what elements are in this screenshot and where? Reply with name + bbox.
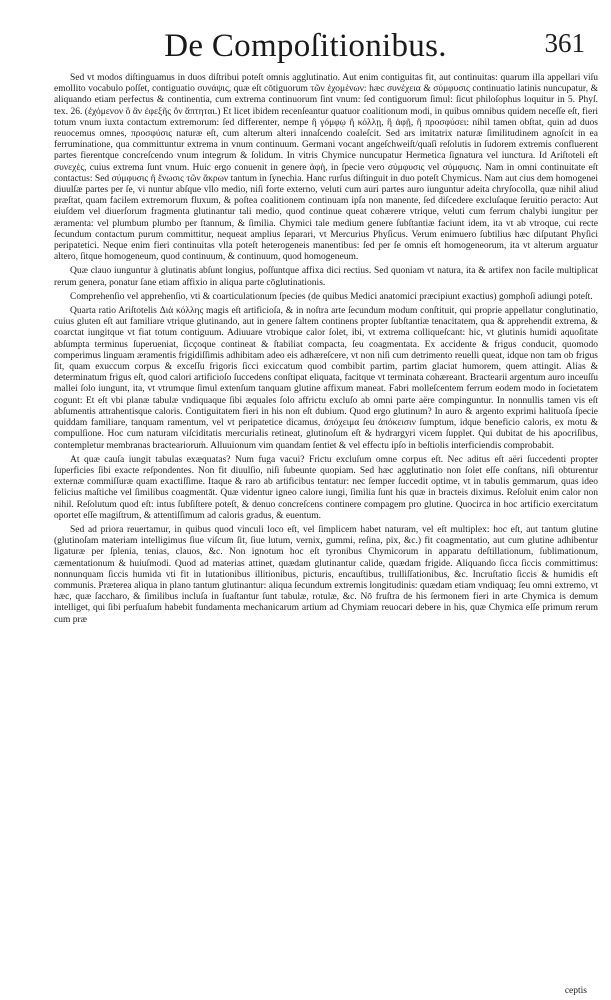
paragraph: Sed ad priora reuertamur, in quibus quod vinculi loco eſt, vel ſimplicem habet naturam, vel eſt multiplex: hoc eſt, aut tantum glutine (glutinoſam materiam intelligimus ſiue viſcum ſit, ſiue lutum, vernix, gummi, reſina, pix, &c.) fit coagmentatio, aut cum glutine adhibentur ligaturæ per ſplenia, tenias, clauos, &c. Non ignotum hoc eſt tyronibus Chymicorum in apparatu deſtillationum, ſublimationum, cæmentationum & huiuſmodi. Quod ad materias attinet, quædam glutinantur calide, quædam frigide. Aliquando ſicca ſiccis committimus: nonnunquam ſiccis humida vti fit in lutationibus illitionibus, picturis, encauſtibus, trulliſſationibus, &c. Incruſtatio ſiccis & humidis eſt communis. Præterea aliqua in plano tantum glutinantur: aliqua ſecundum extremis longitudinis: quædam etiam vndiquaq; ſeu omni extremo, vt hæc, quæ ſaccharo, & ſimilibus incluſa in ſuaſtantur ſunt tabulæ, rotulæ, &c. Nō fruſtra de his ſermonem fieri in arte Chymica is demum intelliget, qui ſibi perſuaſum habebit fundamenta mechanicarum artium ad Chymiam reuocari debere in his, quæ Chymica eſſe primum rerum cum præ xyxy=(54,524,598,625)
paragraph: Comprehenſio vel apprehenſio, vti & coarticulationum ſpecies (de quibus Medici anatomici præcipiunt exactius) gomphoſi adiungi poteſt. xyxy=(70,291,593,302)
paragraph: At quæ cauſa iungit tabulas exæquatas? Num fuga vacui? Frictu excluſum omne corpus eſt. Nec aditus eſt aëri ſuccedenti propter ſuperficies ſibi exacte reſpondentes. Non fit diuulſio, niſi ſubeunte quopiam. Sed hæc agglutinatio non ſolet eſſe conſtans, niſi obturentur externæ commiſſuræ quam exactiſſime. Itaque & raro ab artificibus tentatur: nec ſemper ſuccedit optime, vt in tabulis gemmarum, quas ideo felicius maſtiche vel ſimilibus coagmentāt. Quæ videntur igneo calore iungi, ſimilia ſunt his quæ in bracteis diximus. Reſoluit enim calor non nihil. Reſolutum quod eſt: intus ſubſiſtere poteſt, & denuo concreſcens continere compagem pro glutine. Quocirca in hoc artificio exercitatum oportet eſſe magiſtrum, & attentiſſimum ad caloris gradus, & euentum. xyxy=(54,454,598,521)
page-number: 361 xyxy=(544,28,585,58)
paragraph: Quarta ratio Ariſtotelis Διὰ κόλλης magis eſt artificioſa, & in noſtra arte ſecundum modum conſtituit, qui proprie appellatur conglutinatio, cuius gluten eſt aut familiare vtrique glutinando, aut in genere ſaltem continens propter ſubſtantiæ tenacitatem, qua & apprehendit extrema, & coarctat iungitque vt fiat totum contiguum. Adiuuare vtrobique calor ſolet, ibi, vt extrema colliqueſcant: hic, vt glutinis humidi aquoſitate abſumpta terminus ſuperueniat, ſicçoque contineat & ſtabiliat compacta, ſeu coagmentata. Ex accidente & frigus conducit, quomodo comperimus linguam æramentis frigidiſſimis adhibitam adeo eis adhæreſcere, vt non niſi cum detrimento reuelli queat, idque non tam ob frigus ſit, quam exuccum corpus & exceſſu frigoris ſicci exiccatum quod combibit partim, partim glaciat humorem, quem attingit. Alias & determinatum frigus eſt, quod calori artificioſo ſuccedens conſtipat eliquata, facitque vt terminata cohæreant. Bractearii argentum auro inceuſſu mallei ſolo iungunt, ita, vt vtrumque ſimul extenſum tanquam glutine affixum maneat. Fabri molleſcentem ferrum eodem modo in ſocietatem cogunt: Et eſt vbi planæ tabulæ vndiquaque ſibi æquales ſolo affrictu excluſo ab omni parte aëre compinguntur. In nonnullis tamen vis eſt abſumentis attrahentisque caloris. Contiguitatem fieri in his non eſt dubium. Quod ergo glutinum? In auro & argento exprimi halituoſa ſpecie quiddam familiare, tanquam ramentum, vel vt peripatetice dicamus, ἀπόχειμα ſeu ἀπόκεισιν ſumptum, idque beneficio caloris, ex motu & compulſione. Hoc cum naturam viſciditatis mercurialis retineat, glutinoſum eſt & hydrargyri vicem ſupplet. Qui dubitat de his apocriſibus, contempletur membranas bractearioruṁ. Alluuionum vim quandam ſentiet & vel effectu ipſo in beſtiolis interficiendis comprobabit. xyxy=(54,306,598,451)
catchword: ceptis xyxy=(564,986,587,996)
paragraph: Quæ clauo iunguntur à glutinatis abſunt longius, poſſuntque affixa dici rectius. Sed quoniam vt natura, ita & artifex non facile multiplicat rerum genera, ponatur ſane etiam affixio in aliqua parte cōglutinationis. xyxy=(54,266,598,288)
paragraph: Sed vt modos diſtinguamus in duos diſtribui poteſt omnis agglutinatio. Aut enim contiguitas fit, aut continuitas: quarum illa appellari viſu emollito vocabulo poſſet, contiguatio συνάψις, quæ eſt cōtiguorum τῶν ἐχομένων: hæc συνέχεια & σύμφυσις continuatio latinis nuncupatur, & aliquando etiam perfectus & continentia, cum extrema continuorum ſint vnum: ſed contiguorum ſimul: ſicut philoſophus loquitur in 5. Phyſ. tex. 26. (ἐχόμενον ὃ ἂν ἐφεξῆς ὂν ἅπτηται.) Et licet ibidem recenſeantur quatuor coalitionum modi, in quibus omnibus quidem neceſſe eſt, fieri totum vnum iuxta contactum extremorum: ſed differenter, nempe ἢ γόμφῳ ἢ κόλλῃ, ἢ ἁφῇ, ἢ προσφύσει: nihil tamen obſtat, quin ad duos reuocemus omnes, προσφύσις naturæ eſt, cum alterum alteri innaſcendo coaleſcit. Sed ars imitatrix naturæ ſimilitudinem agnoſcit in ea ferruminatione, qua committuntur extrema in vnum continuum. Germani vocant angeſchweiſt/quaſi reſolutis in ſudorem extremis confluerent partes fierentque concreſcendo vnum integrum & ſolidum. In vitris Chymice nuncupatur Hermetica ſignatura vel iunctura. Id Ariſtoteli eſt συνεχὲς, cuius extrema ſunt vnum. Huic ergo conuenit in genere ἁφὴ, in ſpecie vero σύμφυσις vel σύμφυσις. Nam in omni continuitate eſt contactus: Sed σύμφυσις ἢ ἕνωσις τῶν ἄκρων tantum in ſynechia. Hanc rurſus diſtinguit in duo poteſt Chymicus. Nam aut cius dem homogenei diuulſæ partes per ſe, vi nuntur abſque vllo medio, niſi forte externo, veluti cum auri partes auro iunguntur adeita chryſocolla, quæ nihil aliud præſtat, quam facilem extremorum fluxum, & poſtea coalitionem continuam ipſa non manente, ſed diſcedere excluſaque ſeruitio peracto: Aut eiuſdem vel diuerſorum fragmenta glutinantur tali medio, quod continue queat cohærere vtrique, veluti cum ferrum chalybi iungitur per æramenta: vel plumbum plumbo per ſtannum, & ſimilia. Chymici tale medium genere ſubſtantiæ faciunt idem, ita vt ab vtroque, cui recte ſecundum contactum purum committitur, nequeat amplius ſeparari, vt Mercurius Phyſicus. Verum enimuero ſubtilius hæc diſputant Phyſici peripatetici. Neque enim fieri continuitas vlla poteſt heterogeneis manentibus: ſed per ſe omnis eſt homogeneorum, ita vt alterum arguatur altero, ſitque homogeneum, quod continuum, & continuum, quod homogeneum. xyxy=(54,73,598,263)
page-header xyxy=(0,22,611,70)
text-body xyxy=(54,73,598,629)
running-title: De Compoſitionibus. xyxy=(164,28,447,64)
